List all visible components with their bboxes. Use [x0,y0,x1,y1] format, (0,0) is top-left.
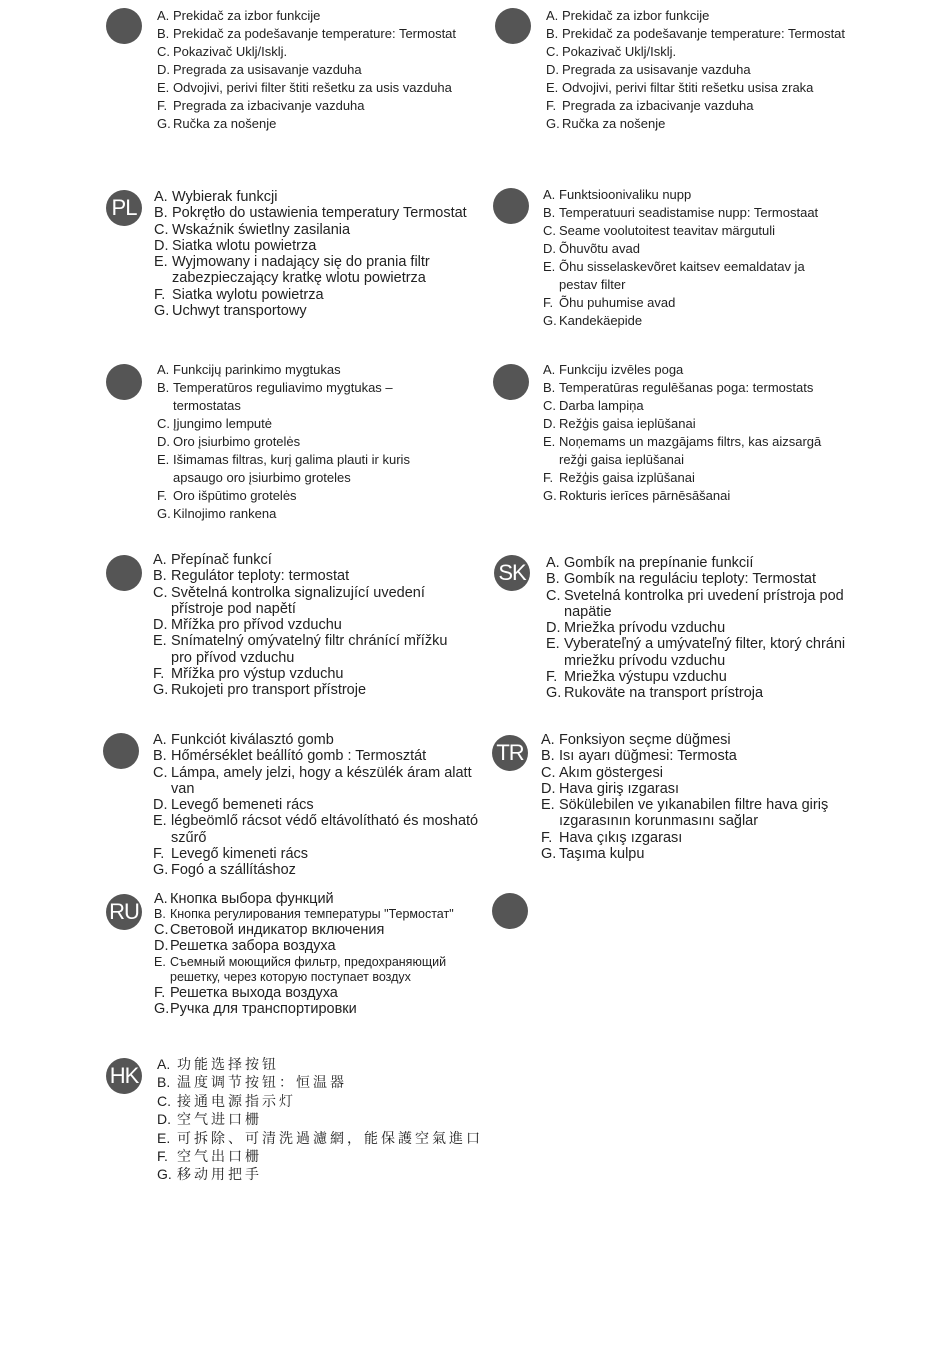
list-item [546,115,856,133]
part-list [153,732,498,879]
item-text: Funktsioonivaliku nupp [559,187,692,202]
item-text: Wskaźnik świetlny zasilania [172,221,351,238]
item-letter: D. [153,797,168,814]
item-letter: B. [154,907,166,922]
part-list [541,732,841,862]
list-item [153,568,458,584]
item-text: Pokrętło do ustawienia temperatury Termostat [172,205,467,222]
item-letter: A. [157,8,170,23]
item-text: Pregrada za usisavanje vazduha [562,62,751,77]
item-text: Ručka za nošenje [562,116,666,131]
item-text: Funkciju izvēles poga [559,362,684,377]
list-item [153,765,498,798]
language-badge [106,555,142,591]
item-letter: F. [157,1148,168,1165]
language-badge: PL [106,190,142,226]
item-text: Světelná kontrolka signalizující uvedení přístroje pod napětí [171,584,425,617]
list-item [546,669,891,685]
item-text: Ручка для транспортировки [170,1000,357,1017]
list-item [157,25,457,43]
list-item [543,204,825,222]
item-text: Pregrada za usisavanje vazduha [173,62,362,77]
item-letter: D. [157,1111,171,1128]
list-item [157,43,457,61]
item-text: Išimamas filtras, kurį galima plauti ir kuris apsaugo oro įsiurbimo groteles [173,452,410,485]
item-letter: G. [157,1166,172,1183]
item-text: Odvojivi, perivi filtar štiti rešetku usisa zraka [562,80,814,95]
item-text: Kandekäepide [559,313,643,328]
list-item [157,415,412,433]
item-text: Siatka wylotu powietrza [172,286,324,303]
item-text: Решетка выхода воздуха [170,984,338,1001]
item-letter: E. [154,254,168,271]
item-letter: F. [154,286,166,303]
item-letter: G. [157,116,171,131]
item-text: Prekidač za podešavanje temperature: Termostat [173,26,457,41]
list-item [541,748,841,764]
list-item [154,1001,464,1017]
item-letter: A. [546,555,560,571]
item-letter: G. [154,303,170,320]
item-text: Õhuvõtu avad [559,241,640,256]
item-letter: C. [543,398,556,413]
list-item [541,830,841,846]
item-text: Ručka za nošenje [173,116,277,131]
list-item [157,1055,507,1073]
item-letter: E. [546,80,559,95]
language-badge: SK [494,555,530,591]
item-text: Кнопка выбора функций [170,891,334,907]
item-letter: G. [153,682,169,699]
item-text: Funkciót kiválasztó gomb [171,732,334,748]
list-item [546,43,856,61]
item-letter: C. [546,44,559,59]
item-letter: E. [157,1129,171,1146]
list-item [157,7,457,25]
list-item [543,186,825,204]
list-item [546,571,891,587]
item-letter: C. [153,584,168,601]
item-text: Levegő kimeneti rács [171,846,309,863]
item-letter: D. [154,938,169,955]
item-letter: B. [543,380,556,395]
list-item [157,97,457,115]
item-letter: G. [157,506,171,521]
item-text: Mřížka pro výstup vzduchu [171,666,344,683]
item-letter: A. [157,1056,171,1072]
item-text: Uchwyt transportowy [172,303,307,320]
list-item [157,79,457,97]
list-item [154,238,472,254]
item-letter: C. [541,764,556,781]
item-text: Funkcijų parinkimo mygtukas [173,362,341,377]
item-text: Mriežka prívodu vzduchu [564,620,726,637]
list-item [154,287,472,303]
list-item [154,938,464,954]
item-letter: A. [546,8,559,23]
part-list [543,186,825,330]
item-letter: E. [153,813,167,830]
item-letter: C. [157,416,170,431]
item-letter: B. [546,571,560,588]
list-item [546,79,856,97]
language-badge [106,364,142,400]
language-badge: HK [106,1058,142,1094]
list-item [157,115,457,133]
item-text: 功能选择按钮 [177,1056,279,1072]
item-text: Световой индикатор включения [170,922,385,939]
item-letter: A. [153,552,167,568]
item-text: Hava çıkış ızgarası [559,829,683,846]
item-text: Prekidač za izbor funkcije [562,8,710,23]
item-letter: A. [543,362,556,377]
list-item [157,1092,507,1110]
item-text: Hava giriş ızgarası [559,780,680,797]
item-text: Įjungimo lemputė [173,416,272,431]
list-item [546,588,891,621]
part-list [546,7,856,133]
list-item [153,617,458,633]
list-item [541,797,841,830]
item-text: Rukojeti pro transport přístroje [171,682,367,699]
item-letter: F. [543,470,554,485]
item-text: Taşıma kulpu [559,846,645,863]
item-letter: F. [546,669,558,686]
item-letter: B. [153,748,167,765]
list-item [546,555,891,571]
list-item [157,379,412,415]
list-item [546,25,856,43]
item-letter: A. [154,891,168,907]
list-item [541,765,841,781]
item-text: Siatka wlotu powietrza [172,237,317,254]
item-letter: C. [153,764,168,781]
item-letter: B. [157,380,170,395]
item-text: Pokazivač Uklj/Isklj. [562,44,677,59]
list-item [157,487,412,505]
item-text: Wybierak funkcji [172,189,278,205]
list-item [546,97,856,115]
item-text: 可拆除、可清洗過濾網，能保護空氣進口 [177,1129,483,1146]
list-item [153,633,458,666]
item-letter: B. [543,205,556,220]
item-letter: D. [543,416,556,431]
item-letter: G. [543,313,557,328]
list-item [157,433,412,451]
item-letter: C. [154,922,169,939]
item-text: Režģis gaisa izplūšanai [559,470,695,485]
item-letter: A. [153,732,167,748]
list-item [157,1165,507,1183]
item-text: Temperatūros reguliavimo mygtukas – termostatas [173,380,393,413]
item-letter: E. [543,434,556,449]
item-text: Кнопка регулирования температуры "Термостат" [170,907,454,922]
item-letter: B. [157,1074,171,1091]
item-letter: E. [546,636,560,653]
list-item [154,303,472,319]
item-letter: D. [157,434,170,449]
item-text: 移动用把手 [177,1166,262,1183]
language-badge: RU [106,894,142,930]
list-item [153,585,458,618]
list-item [546,620,891,636]
item-text: Kilnojimo rankena [173,506,277,521]
item-letter: D. [546,62,559,77]
part-list [154,189,472,319]
item-letter: C. [157,44,170,59]
list-item [543,397,823,415]
list-item [541,732,841,748]
list-item [543,312,825,330]
item-letter: F. [546,98,557,113]
item-text: Noņemams un mazgājams filtrs, kas aizsargā režģi gaisa ieplūšanai [559,434,822,467]
item-text: Svetelná kontrolka pri uvedení prístroja pod napätie [564,587,844,620]
part-list [157,361,412,523]
list-item [153,552,458,568]
item-letter: D. [543,241,556,256]
list-item [543,415,823,433]
list-item [157,61,457,79]
item-letter: A. [154,189,168,205]
list-item [153,666,458,682]
item-letter: A. [157,362,170,377]
item-text: Přepínač funkcí [171,552,272,568]
list-item [154,222,472,238]
item-letter: F. [154,984,166,1001]
language-badge [103,733,139,769]
list-item [153,797,498,813]
item-text: Hőmérséklet beállító gomb : Termosztát [171,748,427,765]
item-text: Gombík na prepínanie funkcií [564,555,754,571]
list-item [153,748,498,764]
list-item [543,487,823,505]
item-letter: D. [157,62,170,77]
item-text: Regulátor teploty: termostat [171,568,350,585]
list-item [154,254,472,287]
item-letter: G. [543,488,557,503]
list-item [154,985,464,1001]
item-letter: A. [541,732,555,748]
item-letter: D. [546,620,561,637]
item-text: Õhu puhumise avad [559,295,676,310]
list-item [546,685,891,701]
item-text: Rukoväte na transport prístroja [564,685,764,702]
list-item [153,846,498,862]
list-item [153,682,458,698]
item-text: Gombík na reguláciu teploty: Termostat [564,571,816,588]
item-text: Odvojivi, perivi filter štiti rešetku za usis vazduha [173,80,452,95]
item-text: Lámpa, amely jelzi, hogy a készülék áram alatt van [171,764,472,797]
list-item [543,294,825,312]
item-text: Vyberateľný a umývateľný filter, ktorý chráni mriežku prívodu vzduchu [564,636,846,669]
list-item [157,361,412,379]
item-letter: G. [546,116,560,131]
item-text: Съемный моющийся фильтр, предохраняющий решетку, через которую поступает воздух [170,954,447,984]
item-text: 空气进口栅 [177,1111,262,1128]
list-item [157,1073,507,1091]
item-letter: E. [153,633,167,650]
item-text: Režģis gaisa ieplūšanai [559,416,696,431]
item-letter: C. [157,1092,171,1109]
list-item [154,922,464,938]
item-text: Mřížka pro přívod vzduchu [171,617,342,634]
list-item [546,7,856,25]
item-letter: G. [153,862,169,879]
list-item [153,813,498,846]
list-item [543,469,823,487]
list-item [543,222,825,240]
list-item [543,361,823,379]
item-letter: B. [154,205,168,222]
item-text: Isı ayarı düğmesi: Termosta [559,748,737,765]
item-letter: F. [153,846,165,863]
item-letter: E. [154,954,166,969]
list-item [543,240,825,258]
list-item [154,205,472,221]
item-text: Oro įsiurbimo grotelės [173,434,301,449]
item-letter: F. [541,829,553,846]
item-letter: F. [157,98,168,113]
list-item [154,955,464,985]
part-list [157,7,457,133]
item-text: légbeömlő rácsot védő eltávolítható és mosható szűrő [171,813,479,846]
item-text: Решетка забора воздуха [170,938,336,955]
list-item [154,891,464,907]
item-text: Sökülebilen ve yıkanabilen filtre hava giriş ızgarasının korunmasını sağlar [559,797,829,830]
item-text: Õhu sisselaskevõret kaitsev eemaldatav ja pestav filter [559,259,805,292]
list-item [157,1110,507,1128]
part-list [154,891,464,1017]
item-text: Prekidač za izbor funkcije [173,8,321,23]
item-text: Darba lampiņa [559,398,644,413]
item-letter: F. [157,488,168,503]
list-item [546,61,856,79]
item-letter: E. [157,80,170,95]
item-letter: E. [543,259,556,274]
language-badge [106,8,142,44]
language-badge: TR [492,735,528,771]
part-list [543,361,823,505]
language-badge [492,893,528,929]
language-badge [493,364,529,400]
item-text: 温度调节按钮：恒温器 [177,1074,347,1091]
item-text: Seame voolutoitest teavitav märgutuli [559,223,776,238]
item-text: Oro išpūtimo grotelės [173,488,297,503]
item-letter: B. [157,26,170,41]
list-item [541,846,841,862]
item-letter: C. [543,223,556,238]
item-letter: A. [543,187,556,202]
item-text: Fonksiyon seçme düğmesi [559,732,731,748]
item-letter: B. [546,26,559,41]
item-text: Snímatelný omývatelný filtr chránící mřížku pro přívod vzduchu [171,633,448,666]
item-letter: C. [154,221,169,238]
list-item [154,907,464,922]
item-text: Prekidač za podešavanje temperature: Termostat [562,26,846,41]
item-text: Mriežka výstupu vzduchu [564,669,727,686]
item-text: Temperatūras regulēšanas poga: termostats [559,380,814,395]
language-badge [495,8,531,44]
item-letter: C. [546,587,561,604]
list-item [546,636,891,669]
item-letter: D. [153,617,168,634]
list-item [541,781,841,797]
part-list [546,555,891,702]
item-text: Temperatuuri seadistamise nupp: Termostaat [559,205,819,220]
item-letter: E. [541,797,555,814]
item-text: Wyjmowany i nadający się do prania filtr zabezpieczający kratkę wlotu powietrza [172,254,430,287]
list-item [157,451,412,487]
list-item [157,1129,507,1147]
part-list [157,1055,507,1184]
item-text: Pregrada za izbacivanje vazduha [562,98,754,113]
item-letter: F. [153,666,165,683]
item-text: Fogó a szállításhoz [171,862,296,879]
part-list [153,552,458,699]
list-item [543,433,823,469]
item-letter: B. [541,748,555,765]
item-text: Levegő bemeneti rács [171,797,314,814]
item-text: Pokazivač Uklj/Isklj. [173,44,288,59]
item-letter: F. [543,295,554,310]
item-text: 接通电源指示灯 [177,1092,296,1109]
item-text: Pregrada za izbacivanje vazduha [173,98,365,113]
list-item [153,732,498,748]
item-letter: G. [546,685,562,702]
item-text: Rokturis ierīces pārnēsāšanai [559,488,731,503]
list-item [154,189,472,205]
list-item [543,258,825,294]
list-item [157,505,412,523]
list-item [543,379,823,397]
list-item [153,862,498,878]
item-letter: D. [541,780,556,797]
language-badge [493,188,529,224]
item-text: 空气出口栅 [177,1148,262,1165]
item-letter: B. [153,568,167,585]
item-text: Akım göstergesi [559,764,663,781]
item-letter: G. [154,1000,170,1017]
list-item [157,1147,507,1165]
item-letter: E. [157,452,170,467]
item-letter: G. [541,846,557,863]
item-letter: D. [154,237,169,254]
